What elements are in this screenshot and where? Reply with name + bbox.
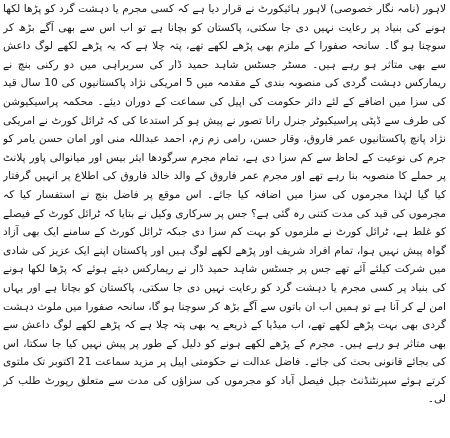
article-body <box>3 0 446 438</box>
article-paragraph: لاہور (نامہ نگار خصوصی) لاہور ہائیکورٹ نے قرار دیا ہے کہ کسی مجرم یا دہشت گرد کو پڑھا لکھا ہونے کی بنیاد پر رعایت نہیں دی جا سکتی، پاکستان کو بچانا ہے تو اب اس سے بھی آگے بڑھ کر سوچنا ہو گا۔ سانحہ صفورا کے ملزم بھی پڑھے لکھے تھے، پتہ چلا ہے کہ یہ پڑھے لکھے لوگ داعش سے بھی متاثر ہو رہے ہیں۔ مسٹر جسٹس شاہد حمید ڈار کی سربراہی میں دو رکنی بنچ نے ریمارکس دہشت گردی کی منصوبہ بندی کے مقدمہ میں 5 امریکی نژاد پاکستانیوں کی 10 سال قید کی سزا میں اضافے کے لئے دائر حکومت کی اپیل کی سماعت کے دوران دیئے۔ محکمہ پراسیکیوشن کی طرف سے ڈپٹی پراسیکیوٹر جنرل رانا تصور نے پیش ہو کر استدعا کی کہ ٹرائل کورٹ نے امریکی نژاد پانچ پاکستانیوں عمر فاروق، وقار حسن، رامی زم زم، احمد عبداللہ منی اور امان حسن یامر کو جرم کی نوعیت کے لحاظ سے کم سزا دی ہے، تمام مجرم سرگودھا ایئر بیس اور میانوالی پاور پلانٹ پر حملے کا منصوبہ بنا رہے تھے اور مجرم عمر فاروق کے والد خالد فاروق کی اطلاع پر انہیں گرفتار کیا گیا لہٰذا مجرموں کی سزا میں اضافہ کیا جائے۔ اس موقع پر فاضل بنچ نے استفسار کیا کہ مجرموں کی قید کی مدت کتنی رہ گئی ہے؟ جس پر سرکاری وکیل نے بتایا کہ ٹرائل کورٹ کے فیصلے کو غلط ہے، ٹرائل کورٹ نے ملزموں کو بہت کم سزا دی جبکہ ٹرائل کورٹ کے سامنے ایک بھی آزاد گواہ پیش نہیں ہوا، تمام افراد شریف اور پڑھے لکھے لوگ ہیں اور پاکستان اپنے ایک عزیز کی شادی میں شرکت کیلئے آئے تھے جس پر جسٹس شاہد حمید ڈار نے ریمارکس دیتے ہوئے کہ پڑھا لکھا ہونے کی بنیاد پر کسی مجرم یا دہشت گرد کو رعایت نہیں دی جا سکتی، پاکستان کو بچانا ہے اور یہاں امن لے کر آنا ہے تو ہمیں اب ان باتوں سے آگے بڑھ کر سوچنا ہو گا، سانحہ صفورا میں ملوث دہشت گردی بھی بہت پڑھے لکھے تھے، اب میڈیا کے ذریعے یہ بھی پتہ چلا ہے کہ پڑھے لکھے لوگ داعش سے بھی متاثر ہو رہے ہیں۔ مجرم کے پڑھے لکھے ہونے کو دلیل کے طور پر پیش نہیں کیا جا سکتا، اس کی بجائے قانونی بحث کی جائے۔ فاضل عدالت نے حکومتی اپیل پر مزید سماعت 21 اکتوبر تک ملتوی کرتے ہوئے سپرنٹنڈنٹ جیل فیصل آباد کو مجرموں کی سزاؤں کی مدت سے متعلق رپورٹ طلب کر لی۔ <box>3 3 446 406</box>
